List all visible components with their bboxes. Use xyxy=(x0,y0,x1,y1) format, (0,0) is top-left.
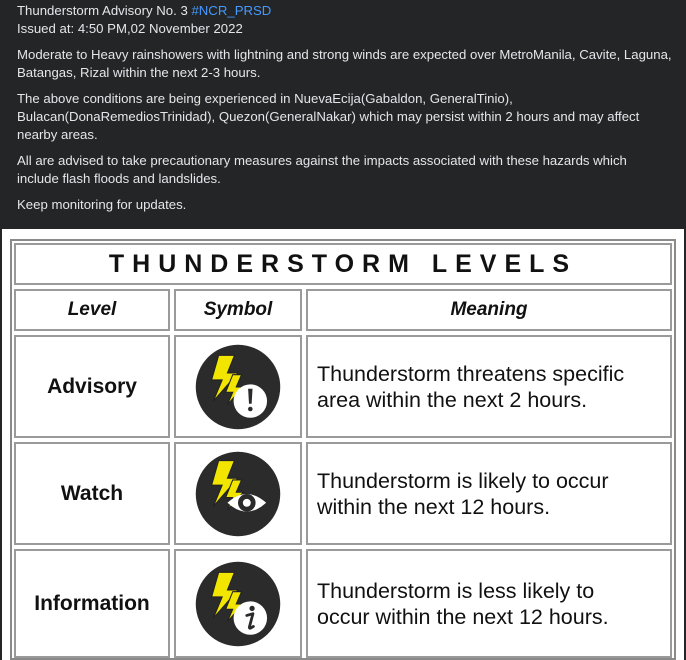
symbol-cell-watch xyxy=(174,442,302,545)
post-paragraph: Moderate to Heavy rainshowers with lightning and strong winds are expected over MetroManila, Cavite, Laguna, Batangas, Rizal within the next 2-3 hours. xyxy=(17,47,672,80)
post-paragraph: Keep monitoring for updates. xyxy=(17,197,187,212)
post-paragraph: All are advised to take precautionary measures against the impacts associated with these hazards which include flash floods and landslides. xyxy=(17,153,627,186)
post-paragraph: The above conditions are being experienced in NuevaEcija(Gabaldon, GeneralTinio), Bulacan(DonaRemediosTrinidad), Quezon(GeneralNakar) which may persist within 2 hours and may affect nearby areas. xyxy=(17,91,640,142)
meaning-line: Thunderstorm threatens specific xyxy=(317,361,625,386)
post-title-line xyxy=(17,2,672,20)
lightning-info-icon xyxy=(194,560,282,648)
meaning-line: within the next 12 hours. xyxy=(317,494,551,519)
symbol-cell-information xyxy=(174,549,302,658)
meaning-information xyxy=(306,549,672,658)
header-level: Level xyxy=(14,289,170,331)
header-symbol: Symbol xyxy=(174,289,302,331)
meaning-line: occur within the next 12 hours. xyxy=(317,604,609,629)
lightning-eye-icon xyxy=(194,450,282,538)
meaning-line: area within the next 2 hours. xyxy=(317,387,588,412)
hashtag-link[interactable]: #NCR_PRSD xyxy=(191,3,272,18)
levels-table xyxy=(10,239,676,660)
meaning-advisory xyxy=(306,335,672,438)
meaning-line: Thunderstorm is less likely to xyxy=(317,578,595,603)
meaning-watch xyxy=(306,442,672,545)
level-watch: Watch xyxy=(14,442,170,545)
post-title: Thunderstorm Advisory No. 3 xyxy=(17,3,188,18)
lightning-exclamation-icon xyxy=(194,343,282,431)
level-advisory: Advisory xyxy=(14,335,170,438)
thunderstorm-levels-image[interactable] xyxy=(2,229,684,660)
header-meaning: Meaning xyxy=(306,289,672,331)
meaning-line: Thunderstorm is likely to occur xyxy=(317,468,609,493)
level-information: Information xyxy=(14,549,170,658)
symbol-cell-advisory xyxy=(174,335,302,438)
issued-time: Issued at: 4:50 PM,02 November 2022 xyxy=(17,21,243,36)
table-title: THUNDERSTORM LEVELS xyxy=(14,243,672,285)
post-body xyxy=(17,2,672,222)
